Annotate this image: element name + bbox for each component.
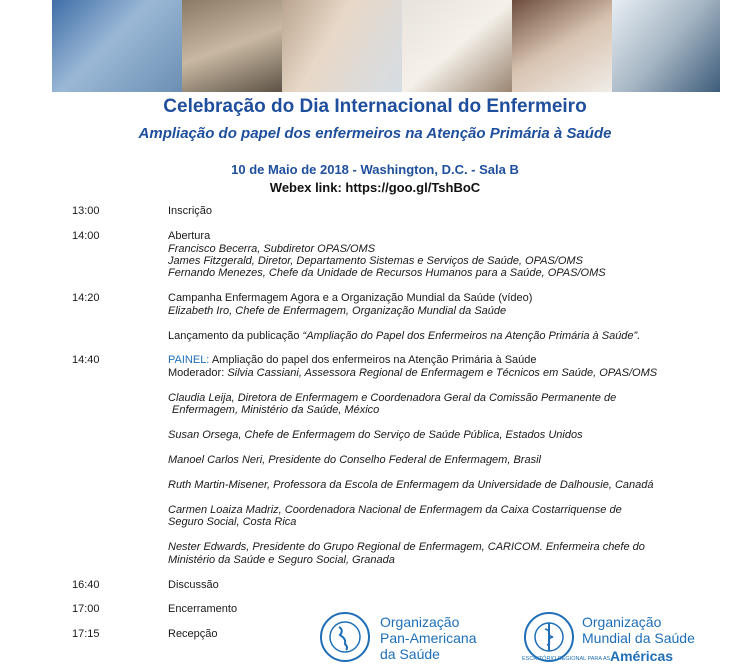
event-subtitle: Ampliação do papel dos enfermeiros na Atenção Primária à Saúde: [138, 125, 612, 142]
oms-line-2: Mundial da Saúde: [582, 630, 695, 646]
item-painel: [168, 354, 738, 367]
time-1715: 17:15: [72, 628, 100, 640]
opas-line-3: da Saúde: [380, 646, 440, 662]
time-1420: 14:20: [72, 292, 100, 304]
panelist-3: Manoel Carlos Neri, Presidente do Conselho Federal de Enfermagem, Brasil: [168, 454, 541, 466]
time-1300: 13:00: [72, 205, 100, 217]
oms-emblem-icon: [524, 612, 574, 662]
event-title: Celebração do Dia Internacional do Enfermeiro: [163, 96, 587, 117]
panelist-4: Ruth Martin-Misener, Professora da Escola de Enfermagem da Universidade de Dalhousie, Canadá: [168, 479, 654, 491]
time-1640: 16:40: [72, 579, 100, 591]
photo-nurse-student: [512, 0, 612, 92]
photo-doctor-stethoscope: [402, 0, 512, 92]
webex-link[interactable]: Webex link: https://goo.gl/TshBoC: [269, 180, 481, 195]
event-date-location: 10 de Maio de 2018 - Washington, D.C. - Sala B: [231, 162, 519, 177]
photo-child-exam: [282, 0, 402, 92]
item-encerramento: Encerramento: [168, 603, 238, 615]
photo-nurse-care: [612, 0, 720, 92]
abertura-speaker-2: James Fitzgerald, Diretor, Departamento Sistemas e Serviços de Saúde, OPAS/OMS: [168, 255, 583, 267]
lancamento-prefix: Lançamento da publicação: [168, 330, 303, 342]
who-globe-icon: [529, 617, 569, 657]
moderador-label: Moderador:: [168, 367, 228, 379]
photo-nurses-community: [52, 0, 182, 92]
panelist-1-line-2: Enfermagem, Ministério da Saúde, México: [172, 404, 380, 416]
painel-text: Ampliação do papel dos enfermeiros na Atenção Primária à Saúde: [209, 354, 537, 366]
oms-americas: Américas: [610, 648, 674, 664]
item-lancamento: [168, 330, 738, 343]
panelist-5-line-1: Carmen Loaiza Madriz, Coordenadora Nacional de Enfermagem da Caixa Costarriquense de: [168, 504, 622, 516]
abertura-speaker-1: Francisco Becerra, Subdiretor OPAS/OMS: [168, 243, 376, 255]
abertura-speaker-3: Fernando Menezes, Chefe da Unidade de Recursos Humanos para a Saúde, OPAS/OMS: [168, 267, 606, 279]
opas-line-1: Organização: [380, 614, 460, 630]
photo-patients: [182, 0, 282, 92]
oms-line-1: Organização: [582, 614, 662, 630]
panelist-6-line-1: Nester Edwards, Presidente do Grupo Regional de Enfermagem, CARICOM. Enfermeira chefe do: [168, 541, 645, 553]
opas-name: [380, 614, 477, 662]
item-moderador: [168, 367, 738, 380]
oms-regional-office: ESCRITÓRIO REGIONAL PARA AS: [522, 656, 611, 662]
time-1400: 14:00: [72, 230, 100, 242]
time-1440: 14:40: [72, 354, 100, 366]
item-campanha: Campanha Enfermagem Agora e a Organização Mundial da Saúde (vídeo): [168, 292, 533, 304]
americas-globe-icon: [325, 617, 365, 657]
oms-name: [582, 614, 695, 646]
header-photo-banner: [52, 0, 720, 92]
panelist-2: Susan Orsega, Chefe de Enfermagem do Serviço de Saúde Pública, Estados Unidos: [168, 429, 583, 441]
item-discussao: Discussão: [168, 579, 219, 591]
lancamento-title: “Ampliação do Papel dos Enfermeiros na Atenção Primária à Saúde”.: [302, 330, 641, 342]
panelist-1-line-1: Claudia Leija, Diretora de Enfermagem e Coordenadora Geral da Comissão Permanente de: [168, 392, 617, 404]
painel-label: PAINEL:: [168, 354, 210, 366]
time-1700: 17:00: [72, 603, 100, 615]
opas-line-2: Pan-Americana: [380, 630, 477, 646]
moderador-text: Silvia Cassiani, Assessora Regional de Enfermagem e Técnicos em Saúde, OPAS/OMS: [227, 367, 658, 379]
panelist-5-line-2: Seguro Social, Costa Rica: [168, 516, 297, 528]
item-inscricao: Inscrição: [168, 205, 213, 217]
item-abertura: Abertura: [168, 230, 211, 242]
campanha-speaker: Elizabeth Iro, Chefe de Enfermagem, Organização Mundial da Saúde: [168, 305, 507, 317]
panelist-6-line-2: Ministério da Saúde e Seguro Social, Granada: [168, 554, 395, 566]
opas-emblem-icon: [320, 612, 370, 662]
item-recepcao: Recepção: [168, 628, 218, 640]
